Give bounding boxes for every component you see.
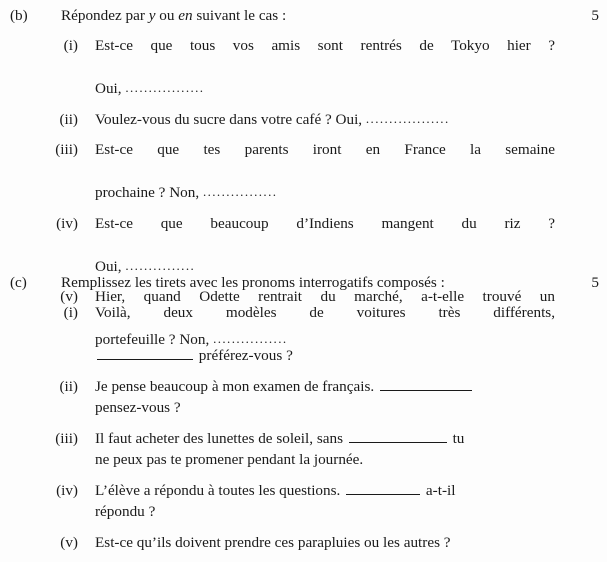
item-line-1: Hier, quand Odette rentrait du marché, a-t-elle trouvé un — [95, 288, 555, 305]
item-line-1-text: Il faut acheter des lunettes de soleil, sans — [95, 429, 343, 447]
dotted-blank: ................. — [125, 80, 205, 95]
item-text: Est-ce qu’ils doivent prendre ces parapluies ou les autres ? — [95, 533, 451, 551]
item-line-1-tail: a-t-il — [422, 481, 456, 499]
italic-word-y: y — [148, 7, 156, 24]
italic-word-en: en — [178, 7, 193, 24]
section-c-label: (c) — [10, 274, 27, 291]
item-line-1-text: L’élève a répondu à toutes les questions. — [95, 481, 341, 499]
item-number: (v) — [60, 288, 78, 305]
item-number: (ii) — [59, 377, 78, 395]
item-line-2 — [95, 78, 555, 100]
item-text — [95, 302, 555, 367]
answer-prefix: Oui, — [95, 257, 122, 275]
item-text — [95, 213, 555, 278]
item-number: (ii) — [59, 110, 78, 128]
section-c-marks: 5 — [591, 274, 599, 291]
dotted-blank: ............... — [125, 257, 196, 273]
item-line-2 — [95, 182, 555, 204]
item-line-1: Est-ce que tes parents iront en France la semaine — [95, 141, 555, 158]
dotted-blank: ................ — [213, 331, 288, 346]
item-line-1-tail: tu — [448, 429, 465, 447]
item-line-1 — [95, 480, 555, 502]
item-line-1-text: Je pense beaucoup à mon examen de français. — [95, 377, 375, 395]
fill-blank[interactable] — [346, 481, 420, 495]
item-line-2 — [95, 345, 555, 367]
section-b-marks: 5 — [591, 7, 599, 24]
item-line-1 — [95, 376, 555, 398]
item-text — [95, 376, 555, 419]
item-line-1: Voulez-vous du sucre dans votre café ? Oui, — [95, 110, 363, 128]
item-text — [95, 480, 555, 523]
item-number: (iv) — [56, 481, 78, 499]
list-item — [0, 35, 607, 100]
section-b-heading — [0, 6, 607, 26]
section-c-title: Remplissez les tirets avec les pronoms interrogatifs composés : — [61, 274, 445, 291]
item-number: (iii) — [55, 141, 78, 158]
item-number: (v) — [60, 533, 78, 551]
fill-blank[interactable] — [349, 429, 447, 443]
item-number: (iv) — [56, 214, 78, 232]
item-text — [95, 139, 555, 204]
item-line-2-text: préférez-vous ? — [195, 347, 293, 364]
answer-prefix: Oui, — [95, 80, 122, 97]
dotted-blank: ................ — [202, 184, 278, 199]
list-item — [0, 139, 607, 204]
list-item — [0, 109, 607, 131]
item-line-2: ne peux pas te promener pendant la journée. — [95, 451, 364, 468]
fill-blank[interactable] — [380, 377, 472, 391]
section-c-items — [0, 302, 607, 553]
list-item — [0, 480, 607, 523]
list-item — [0, 302, 607, 367]
item-number: (i) — [63, 304, 78, 321]
section-b-title: Répondez par y ou en suivant le cas : — [61, 7, 287, 24]
item-line-1: Voilà, deux modèles de voitures très différents, — [95, 304, 555, 321]
item-line-2: répondu ? — [95, 503, 156, 520]
item-number: (i) — [63, 37, 78, 54]
section-b-label: (b) — [10, 7, 28, 24]
answer-prefix: portefeuille ? Non, — [95, 331, 210, 348]
answer-prefix: prochaine ? Non, — [95, 184, 200, 201]
list-item — [0, 376, 607, 419]
fill-blank[interactable] — [97, 346, 193, 360]
section-c — [0, 273, 607, 562]
item-line-1: Est-ce que tous vos amis sont rentrés de Tokyo hier ? — [95, 37, 555, 54]
list-item — [0, 213, 607, 278]
item-line-1: Est-ce que beaucoup d’Indiens mangent du riz ? — [95, 214, 555, 232]
item-line-1 — [95, 428, 555, 450]
item-number: (iii) — [55, 429, 78, 447]
list-item — [0, 428, 607, 471]
item-line-2: pensez-vous ? — [95, 399, 181, 416]
dotted-blank: .................. — [365, 110, 450, 126]
item-text — [95, 35, 555, 100]
item-text — [95, 109, 555, 131]
section-c-heading — [0, 273, 607, 293]
item-text — [95, 428, 555, 471]
